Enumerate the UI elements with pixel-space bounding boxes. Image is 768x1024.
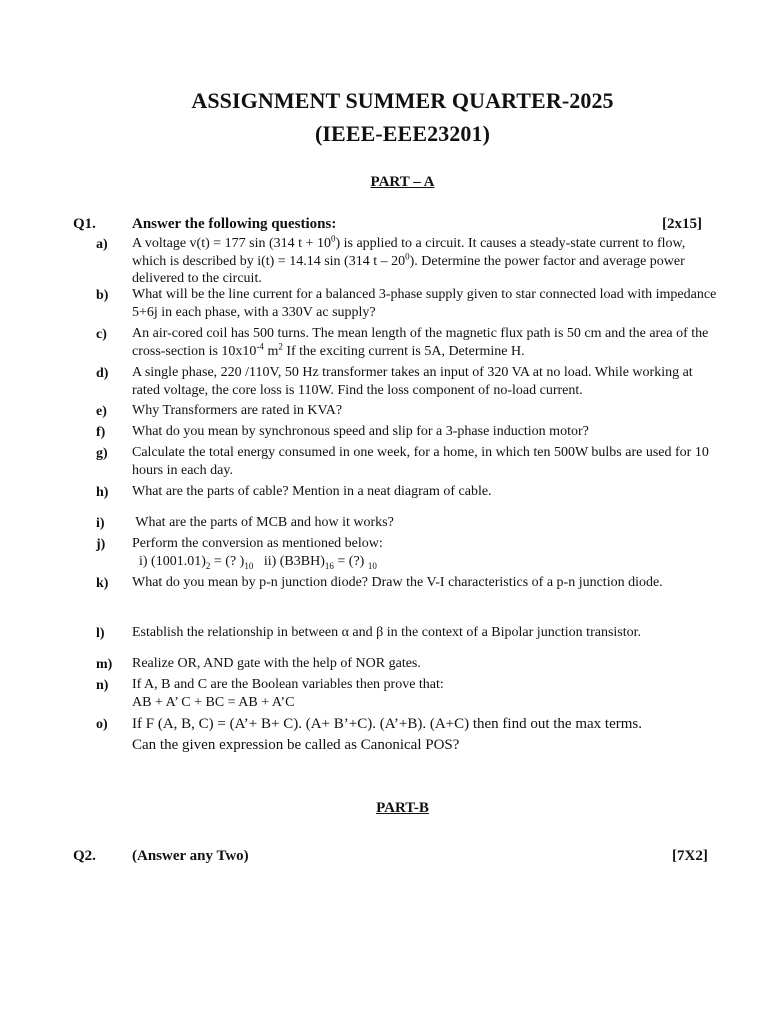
- part-a-heading: PART – A: [370, 174, 435, 190]
- question-item-l: Establish the relationship in between α and β in the context of a Bipolar junction transistor.: [132, 625, 642, 640]
- question-item-f: What do you mean by synchronous speed and slip for a 3-phase induction motor?: [132, 424, 589, 439]
- q2-number: Q2.: [73, 848, 96, 864]
- item-label: l): [96, 626, 105, 641]
- assignment-title: ASSIGNMENT SUMMER QUARTER-2025: [191, 88, 614, 113]
- question-item-j: Perform the conversion as mentioned below: i) $(1001.01)_2$ = (? )$_{10}$ ii) $(B3BH)_{16}$ = (?) $_{10}$: [132, 536, 383, 571]
- course-code: (IEEE-EEE23201): [314, 121, 491, 146]
- question-item-b: What will be the line current for a balanced 3-phase supply given to star connected load with impedance 5+6j in each phase, with a 330V ac supply?: [132, 287, 717, 320]
- part-b-heading: PART-B: [376, 800, 429, 816]
- question-item-e: Why Transformers are rated in KVA?: [132, 403, 343, 418]
- q1-instruction: Answer the following questions:: [132, 216, 337, 232]
- item-label: e): [96, 404, 107, 419]
- item-label: c): [96, 327, 107, 342]
- item-label: k): [96, 576, 109, 591]
- item-label: o): [96, 717, 108, 732]
- q2-instruction: (Answer any Two): [132, 848, 249, 864]
- question-item-h: What are the parts of cable? Mention in a neat diagram of cable.: [132, 484, 492, 499]
- question-item-i: What are the parts of MCB and how it works?: [132, 515, 394, 530]
- question-item-c: An air-cored coil has 500 turns. The mean length of the magnetic flux path is 50 cm and the area of the cross-section is $10x10^{-4}$ $m^2$ If the exciting current is 5A, Determine H.: [132, 326, 709, 359]
- item-label: g): [96, 446, 108, 461]
- question-item-n: If A, B and C are the Boolean variables then prove that: AB + A’ C + BC = AB + A’C: [132, 677, 444, 710]
- item-label: d): [96, 366, 109, 381]
- question-item-k: What do you mean by p-n junction diode? Draw the V-I characteristics of a p-n junction diode.: [132, 575, 663, 590]
- question-item-d: A single phase, 220 /110V, 50 Hz transformer takes an input of 320 VA at no load. While working at rated voltage, the core loss is 110W. Find the loss component of no-load current.: [132, 365, 693, 398]
- item-label: b): [96, 288, 109, 303]
- question-item-o: If F (A, B, C) = (A’+ B+ C). (A+ B’+C). (A’+B). (A+C) then find out the max terms. Can the given expression be called as Canonical POS?: [132, 716, 642, 753]
- question-item-m: Realize OR, AND gate with the help of NOR gates.: [132, 656, 421, 671]
- q2-marks: [7X2]: [672, 848, 708, 864]
- item-label: i): [96, 516, 105, 531]
- item-label: f): [96, 425, 106, 440]
- item-label: n): [96, 678, 109, 693]
- item-label: m): [96, 657, 113, 672]
- item-label: j): [96, 537, 106, 552]
- q1-marks: [2x15]: [662, 216, 702, 232]
- question-item-g: Calculate the total energy consumed in one week, for a home, in which ten 500W bulbs are used for 10 hours in each day.: [132, 445, 709, 478]
- item-label: h): [96, 485, 109, 500]
- question-item-a: A voltage v(t) = 177 sin (314 $t + 10^0$) is applied to a circuit. It causes a steady-state current to flow, which is described by i(t) = 14.14 sin (314 t – $20^0$). Determine the power factor and average power delivered to the circuit.: [132, 233, 686, 286]
- item-label: a): [96, 237, 108, 252]
- q1-number: Q1.: [73, 216, 96, 232]
